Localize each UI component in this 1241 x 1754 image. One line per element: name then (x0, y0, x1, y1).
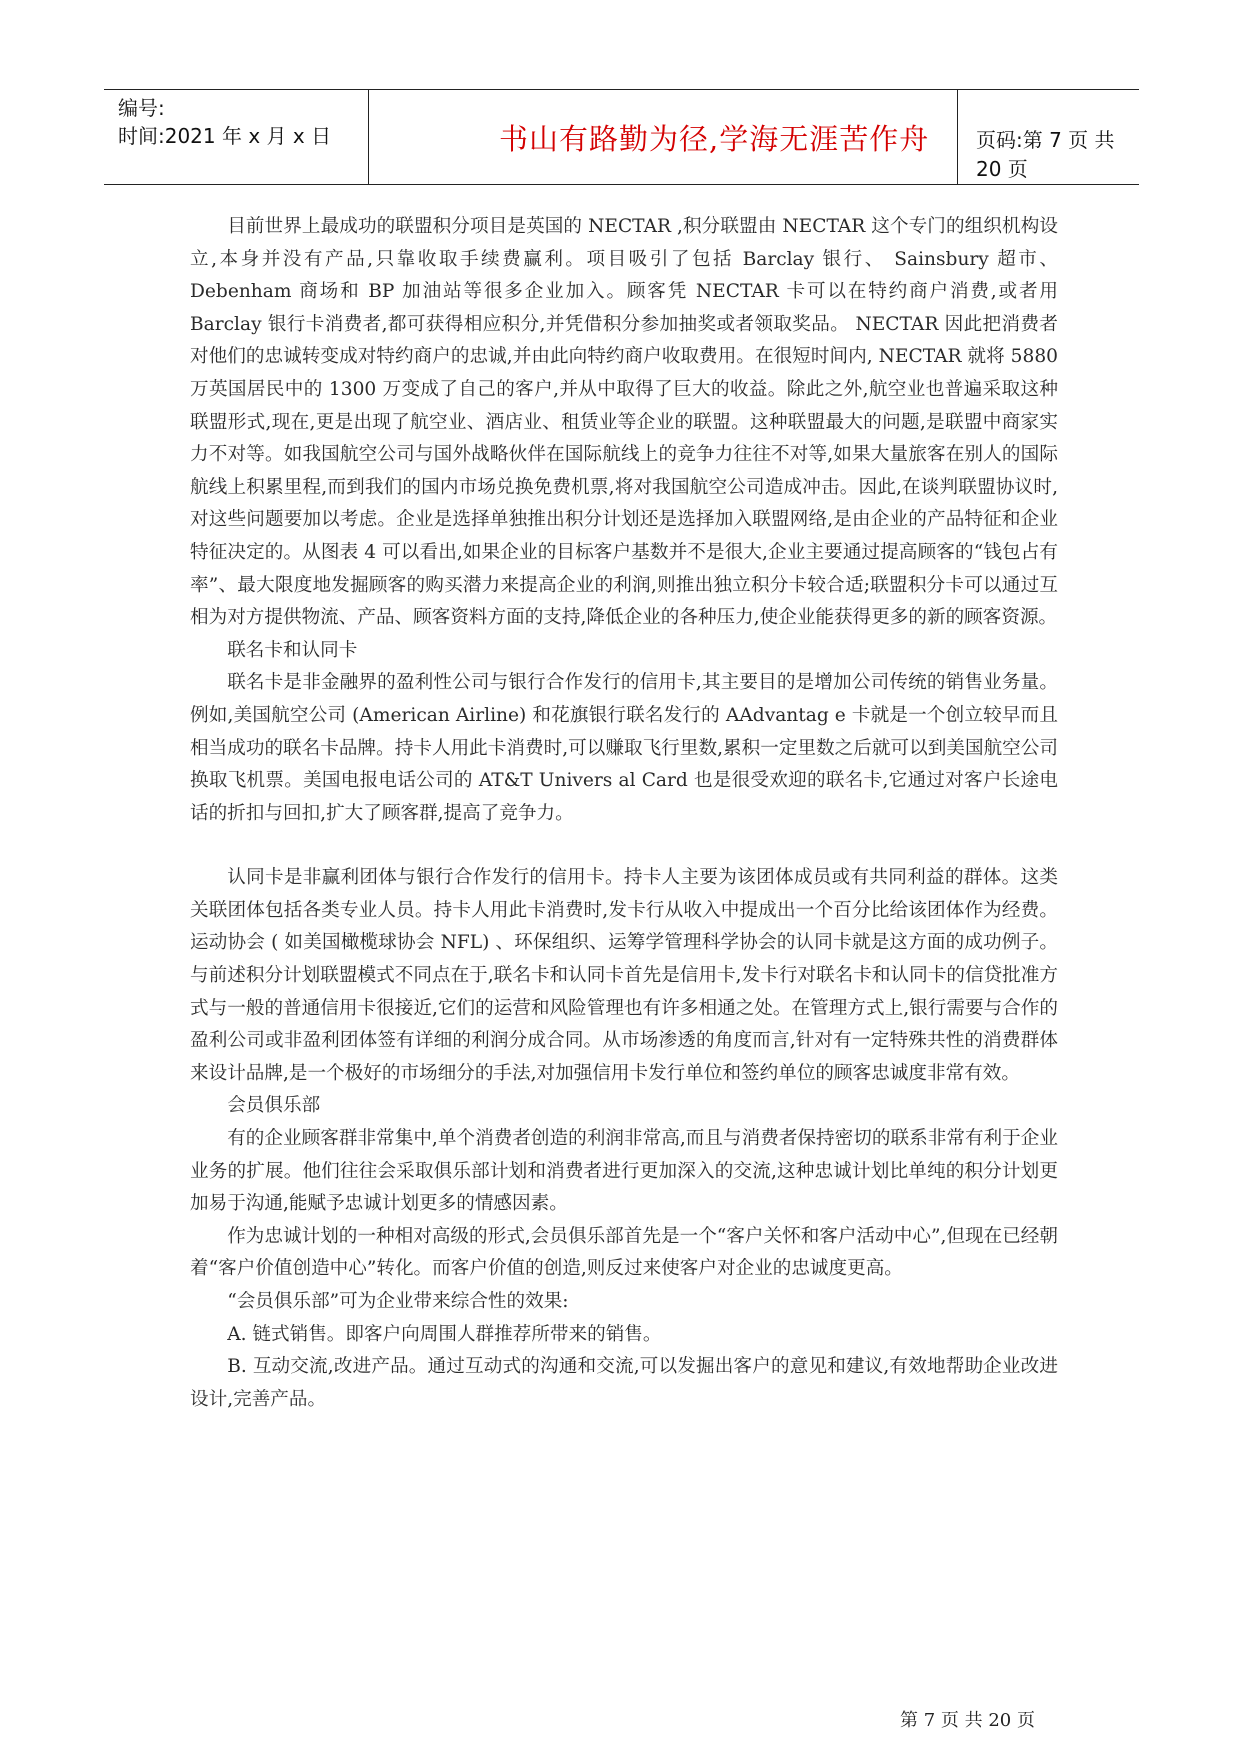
paragraph: 作为忠诚计划的一种相对高级的形式,会员俱乐部首先是一个“客户关怀和客户活动中心”,但现在已经朝着“客户价值创造中心”转化。而客户价值的创造,则反过来使客户对企业的忠诚度更高。 (190, 1225, 1058, 1280)
header-page-info: 页码:第 7 页 共 20 页 (976, 128, 1115, 181)
page-footer: 第 7 页 共 20 页 (900, 1710, 1035, 1731)
document-time-label: 时间:2021 年 x 月 x 日 (118, 124, 332, 148)
section-heading: 联名卡和认同卡 (227, 639, 358, 661)
document-number-label: 编号: (118, 96, 165, 120)
paragraph: 联名卡是非金融界的盈利性公司与银行合作发行的信用卡,其主要目的是增加公司传统的销售业务量。例如,美国航空公司 (American Airline) 和花旗银行联名发行的 AAdvantag e 卡就是一个创立较早而且相当成功的联名卡品牌。持卡人用此卡消费时,可以赚取飞行里数,累积一定里数之后就可以到美国航空公司换取飞机票。美国电报电话公司的 AT&T Univers al Card 也是很受欢迎的联名卡,它通过对客户长途电话的折扣与回扣,扩大了顾客群,提高了竞争力。 (190, 672, 1058, 824)
section-heading: 会员俱乐部 (227, 1095, 321, 1117)
document-body (190, 211, 1058, 1416)
header-motto: 书山有路勤为径,学海无涯苦作舟 (499, 122, 930, 156)
paragraph: 认同卡是非赢利团体与银行合作发行的信用卡。持卡人主要为该团体成员或有共同利益的群体。这类关联团体包括各类专业人员。持卡人用此卡消费时,发卡行从收入中提成出一个百分比给该团体作为经费。运动协会 ( 如美国橄榄球协会 NFL) 、环保组织、运筹学管理科学协会的认同卡就是这方面的成功例子。与前述积分计划联盟模式不同点在于,联名卡和认同卡首先是信用卡,发卡行对联名卡和认同卡的信贷批准方式与一般的普通信用卡很接近,它们的运营和风险管理也有许多相通之处。在管理方式上,银行需要与合作的盈利公司或非盈利团体签有详细的利润分成合同。从市场渗透的角度而言,针对有一定特殊共性的消费群体来设计品牌,是一个极好的市场细分的手法,对加强信用卡发行单位和签约单位的顾客忠诚度非常有效。 (190, 867, 1058, 1084)
header-divider (957, 90, 958, 184)
paragraph: “会员俱乐部”可为企业带来综合性的效果: (227, 1291, 569, 1312)
list-item: B. 互动交流,改进产品。通过互动式的沟通和交流,可以发掘出客户的意见和建议,有效地帮助企业改进设计,完善产品。 (190, 1356, 1058, 1410)
header-meta (118, 94, 331, 150)
list-item: A. 链式销售。即客户向周围人群推荐所带来的销售。 (227, 1323, 662, 1345)
page-header (104, 89, 1139, 185)
paragraph: 有的企业顾客群非常集中,单个消费者创造的利润非常高,而且与消费者保持密切的联系非常有利于企业业务的扩展。他们往往会采取俱乐部计划和消费者进行更加深入的交流,这种忠诚计划比单纯的积分计划更加易于沟通,能赋予忠诚计划更多的情感因素。 (190, 1128, 1058, 1215)
paragraph-spacer (190, 830, 1058, 862)
header-divider (368, 90, 369, 184)
paragraph: 目前世界上最成功的联盟积分项目是英国的 NECTAR ,积分联盟由 NECTAR 这个专门的组织机构设立,本身并没有产品,只靠收取手续费赢利。项目吸引了包括 Barclay 银行、 Sainsbury 超市、 Debenham 商场和 BP 加油站等很多企业加入。顾客凭 NECTAR 卡可以在特约商户消费,或者用 Barclay 银行卡消费者,都可获得相应积分,并凭借积分参加抽奖或者领取奖品。 NECTAR 因此把消费者对他们的忠诚转变成对特约商户的忠诚,并由此向特约商户收取费用。在很短时间内, NECTAR 就将 5880 万英国居民中的 1300 万变成了自己的客户,并从中取得了巨大的收益。除此之外,航空业也普遍采取这种联盟形式,现在,更是出现了航空业、酒店业、租赁业等企业的联盟。这种联盟最大的问题,是联盟中商家实力不对等。如我国航空公司与国外战略伙伴在国际航线上的竞争力往往不对等,如果大量旅客在别人的国际航线上积累里程,而到我们的国内市场兑换免费机票,将对我国航空公司造成冲击。因此,在谈判联盟协议时,对这些问题要加以考虑。企业是选择单独推出积分计划还是选择加入联盟网络,是由企业的产品特征和企业特征决定的。从图表 4 可以看出,如果企业的目标客户基数并不是很大,企业主要通过提高顾客的“钱包占有率”、最大限度地发掘顾客的购买潜力来提高企业的利润,则推出独立积分卡较合适;联盟积分卡可以通过互相为对方提供物流、产品、顾客资料方面的支持,降低企业的各种压力,使企业能获得更多的新的顾客资源。 (190, 216, 1058, 629)
